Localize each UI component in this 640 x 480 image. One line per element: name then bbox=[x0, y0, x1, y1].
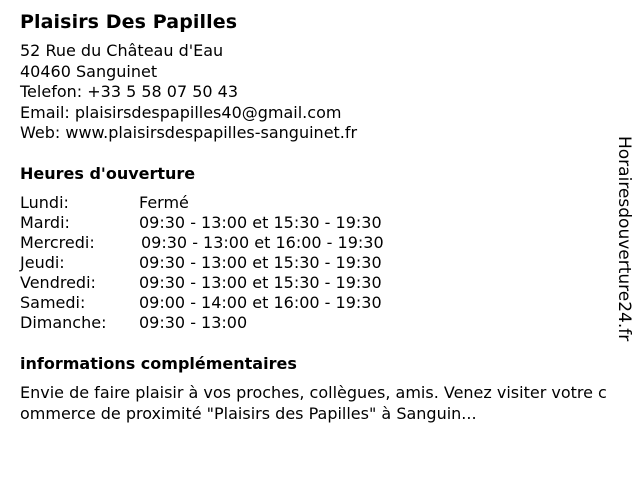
day-hours: 09:30 - 13:00 et 16:00 - 19:30 bbox=[141, 233, 384, 252]
day-label: Mercredi: bbox=[20, 233, 95, 252]
hours-row-saturday bbox=[20, 293, 500, 313]
website-url: Web: www.plaisirsdespapilles-sanguinet.fr bbox=[20, 123, 358, 142]
business-name: Plaisirs Des Papilles bbox=[20, 11, 238, 33]
address-city: 40460 Sanguinet bbox=[20, 61, 158, 81]
hours-row-tuesday bbox=[20, 213, 500, 233]
phone-number: Telefon: +33 5 58 07 50 43 bbox=[20, 82, 239, 101]
hours-row-thursday bbox=[20, 253, 500, 273]
watermark-text: Horairesdouverture24.fr bbox=[614, 136, 634, 342]
hours-row-sunday bbox=[20, 313, 500, 333]
day-label: Vendredi: bbox=[20, 273, 96, 292]
opening-hours-heading: Heures d'ouverture bbox=[20, 164, 196, 183]
day-label: Dimanche: bbox=[20, 313, 107, 332]
site-watermark bbox=[612, 136, 636, 372]
hours-row-friday bbox=[20, 273, 500, 293]
additional-info-heading: informations complémentaires bbox=[20, 354, 297, 373]
business-card bbox=[20, 10, 620, 144]
day-hours: 09:30 - 13:00 et 15:30 - 19:30 bbox=[139, 273, 382, 292]
additional-info-text: Envie de faire plaisir à vos proches, collègues, amis. Venez visiter votre commerce de proximité "Plaisirs des Papilles" à Sanguin... bbox=[20, 383, 607, 423]
hours-row-monday bbox=[20, 193, 500, 213]
day-hours: 09:30 - 13:00 et 15:30 - 19:30 bbox=[139, 253, 382, 272]
opening-hours-list bbox=[20, 193, 500, 333]
day-label: Mardi: bbox=[20, 213, 70, 232]
address-street: 52 Rue du Château d'Eau bbox=[20, 41, 224, 60]
day-hours: 09:30 - 13:00 et 15:30 - 19:30 bbox=[139, 213, 382, 232]
day-hours: 09:30 - 13:00 bbox=[139, 313, 248, 332]
day-label: Lundi: bbox=[20, 193, 69, 212]
email-address: Email: plaisirsdespapilles40@gmail.com bbox=[20, 102, 342, 122]
day-hours: 09:00 - 14:00 et 16:00 - 19:30 bbox=[139, 293, 382, 312]
hours-row-wednesday bbox=[20, 233, 500, 253]
day-label: Samedi: bbox=[20, 293, 86, 312]
day-hours: Fermé bbox=[139, 193, 189, 212]
day-label: Jeudi: bbox=[20, 253, 65, 272]
